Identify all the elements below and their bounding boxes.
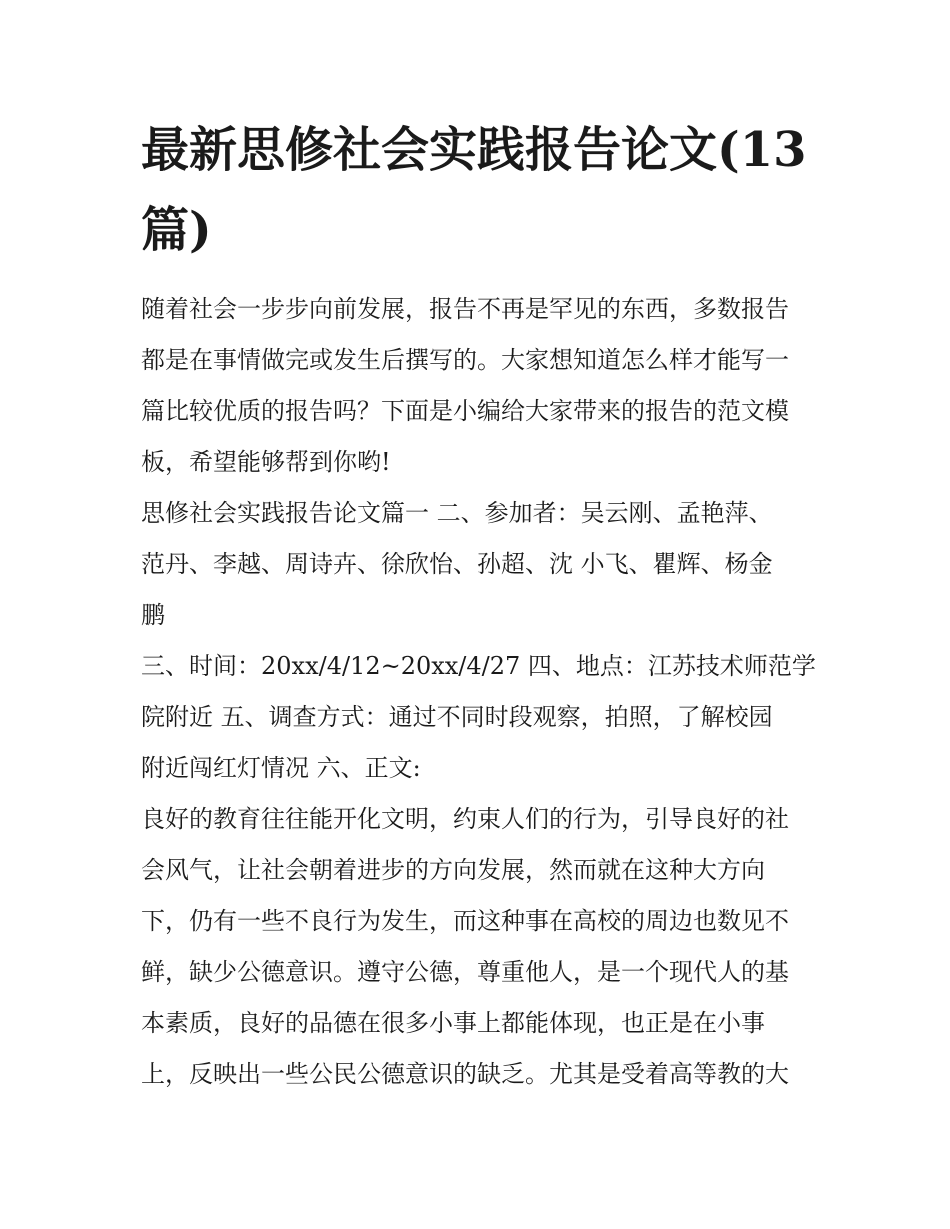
text-line: 鲜，缺少公德意识。遵守公德，尊重他人，是一个现代人的基: [141, 958, 789, 986]
text-line: 院附近 五、调查方式：通过不同时段观察，拍照，了解校园: [141, 703, 773, 731]
text-line: 都是在事情做完或发生后撰写的。大家想知道怎么样才能写一: [141, 346, 789, 374]
text-line: 本素质，良好的品德在很多小事上都能体现，也正是在小事: [141, 1009, 765, 1037]
text-line: 鹏: [141, 601, 165, 629]
paragraph-participants: [141, 488, 811, 641]
text-line: 良好的教育往往能开化文明，约束人们的行为，引导良好的社: [141, 805, 789, 833]
text-line: 范丹、李越、周诗卉、徐欣怡、孙超、沈 小飞、瞿辉、杨金: [141, 550, 773, 578]
text-line: 随着社会一步步向前发展，报告不再是罕见的东西，多数报告: [141, 295, 789, 323]
text-line: 篇比较优质的报告吗？下面是小编给大家带来的报告的范文模: [141, 397, 789, 425]
title-line: 最新思修社会实践报告论文(13: [141, 122, 807, 178]
title-line: 篇): [141, 202, 212, 258]
text-line: 三、时间：20xx/4/12~20xx/4/27 四、地点：江苏技术师范学: [141, 652, 816, 680]
text-line: 附近闯红灯情况 六、正文:: [141, 754, 421, 782]
text-line: 下，仍有一些不良行为发生，而这种事在高校的周边也数见不: [141, 907, 789, 935]
text-line: 思修社会实践报告论文篇一 二、参加者：吴云刚、孟艳萍、: [141, 499, 773, 527]
paragraph-main-text: [141, 794, 811, 1100]
text-line: 会风气，让社会朝着进步的方向发展，然而就在这种大方向: [141, 856, 765, 884]
document-title: [141, 110, 811, 270]
document-body: [141, 284, 816, 1100]
text-line: 上，反映出一些公民公德意识的缺乏。尤其是受着高等教的大: [141, 1060, 789, 1088]
text-line: 板，希望能够帮到你哟!: [141, 448, 391, 476]
paragraph-intro: [141, 284, 811, 488]
document-page: [141, 110, 816, 1100]
paragraph-time-location: [141, 641, 816, 794]
